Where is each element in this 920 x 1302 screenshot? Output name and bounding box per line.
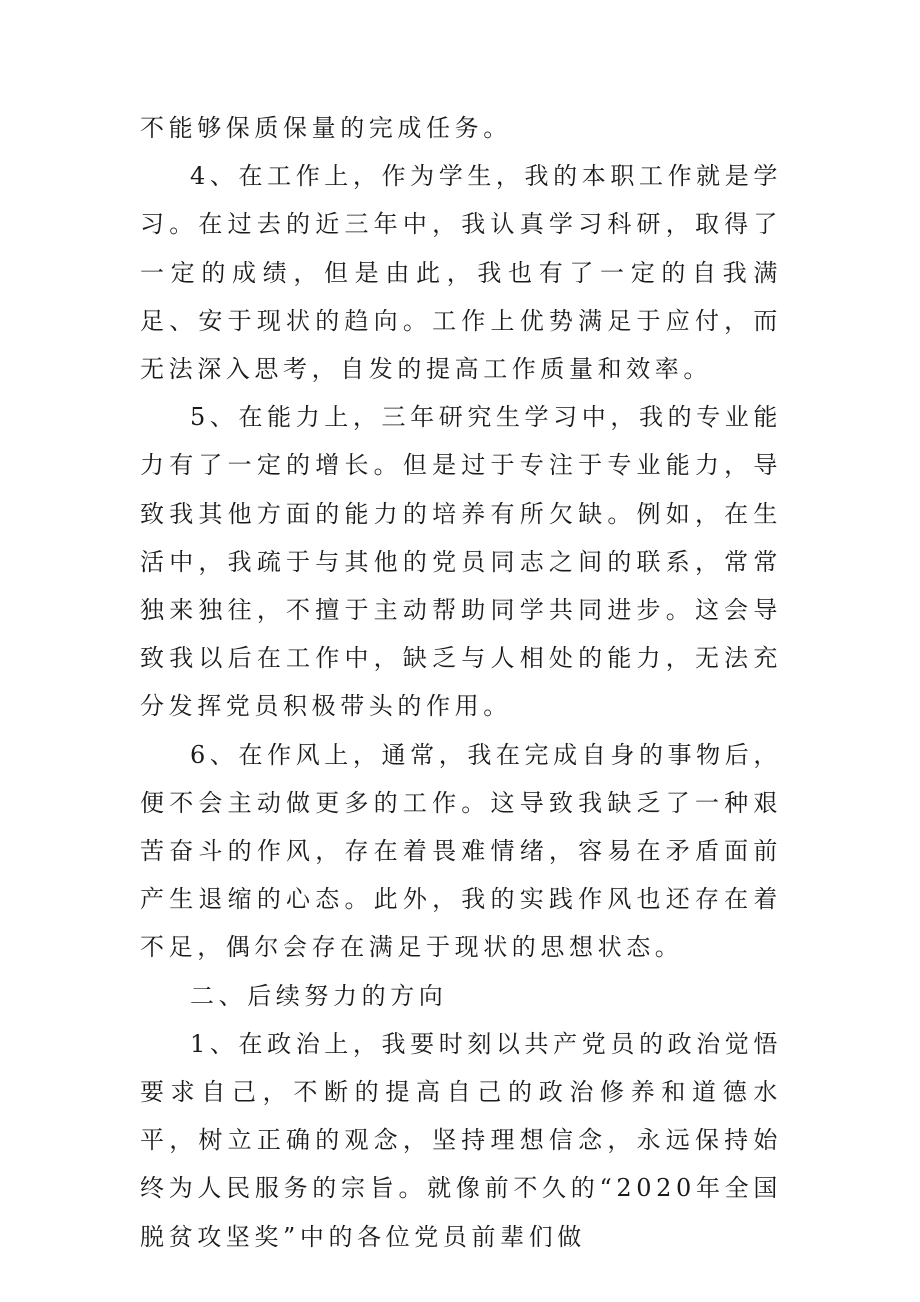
paragraph-work: 4、在工作上，作为学生，我的本职工作就是学习。在过去的近三年中，我认真学习科研，取得了一定的成绩，但是由此，我也有了一定的自我满足、安于现状的趋向。工作上优势满足于应付，而无法深入思考，自发的提高工作质量和效率。	[140, 162, 782, 384]
section-heading-direction: 二、后续努力的方向	[190, 981, 448, 1010]
paragraph-continuation: 不能够保质保量的完成任务。	[140, 114, 512, 142]
document-body	[140, 104, 782, 1261]
paragraph-style: 6、在作风上，通常，我在完成自身的事物后，便不会主动做更多的工作。这导致我缺乏了一种艰苦奋斗的作风，存在着畏难情绪，容易在矛盾面前产生退缩的心态。此外，我的实践作风也还存在着不足，偶尔会存在满足于现状的思想状态。	[140, 740, 782, 962]
paragraph-ability: 5、在能力上，三年研究生学习中，我的专业能力有了一定的增长。但是过于专注于专业能力，导致我其他方面的能力的培养有所欠缺。例如，在生活中，我疏于与其他的党员同志之间的联系，常常独来独往，不擅于主动帮助同学共同进步。这会导致我以后在工作中，缺乏与人相处的能力，无法充分发挥党员积极带头的作用。	[140, 403, 782, 721]
paragraph-politics: 1、在政治上，我要时刻以共产党员的政治觉悟要求自己，不断的提高自己的政治修养和道德水平，树立正确的观念，坚持理想信念，永远保持始终为人民服务的宗旨。就像前不久的“2020年全国脱贫攻坚奖”中的各位党员前辈们做	[140, 1029, 782, 1251]
